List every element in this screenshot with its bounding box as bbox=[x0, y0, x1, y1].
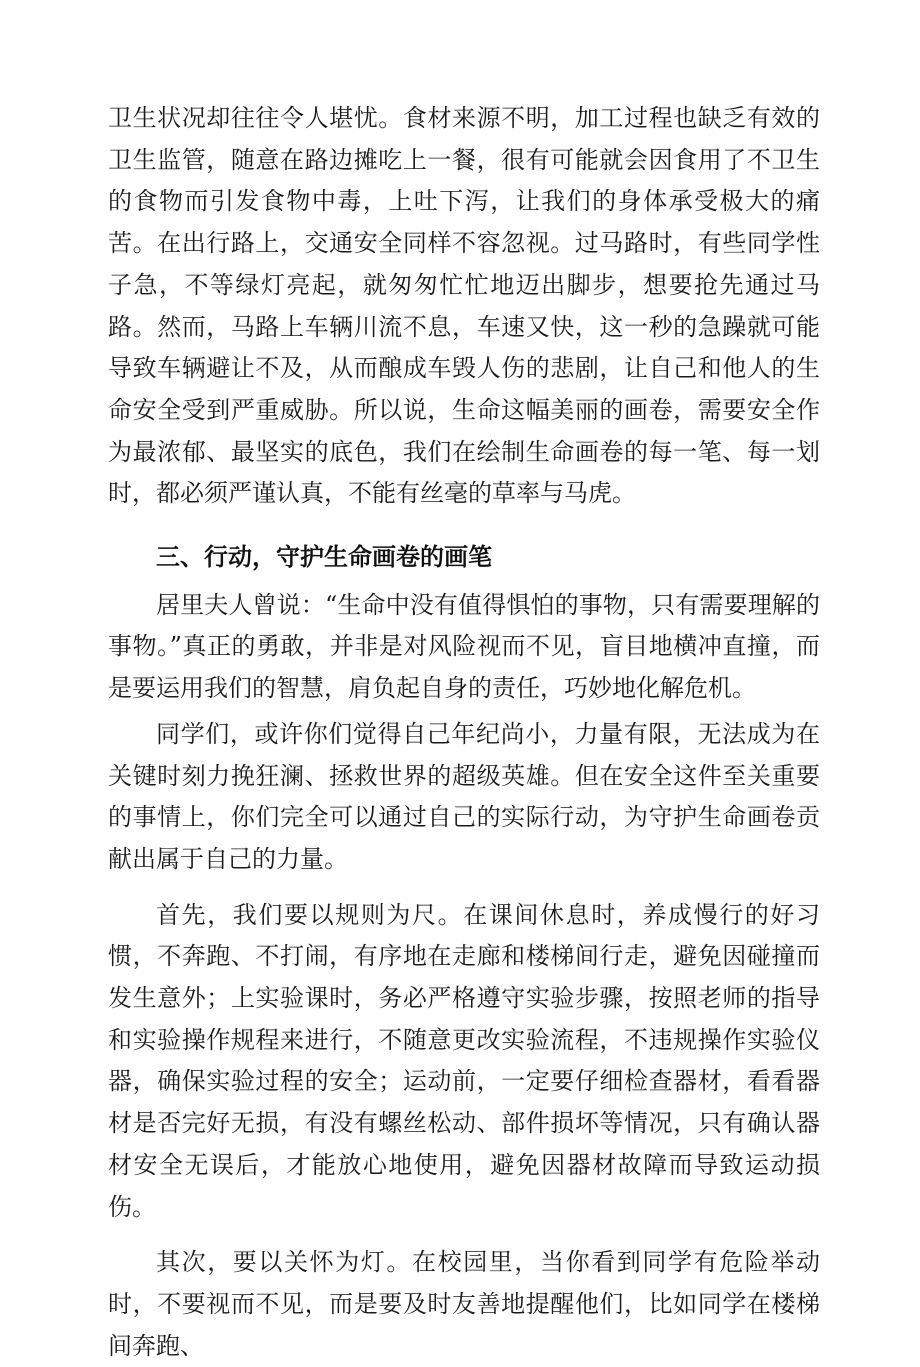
section-heading-action: 三、行动，守护生命画卷的画笔 bbox=[156, 543, 492, 572]
paragraph-curie-quote: 居里夫人曾说：“生命中没有值得惧怕的事物，只有需要理解的事物。”真正的勇敢，并非是对风险视而不见，盲目地横冲直撞，而是要运用我们的智慧，肩负起自身的责任，巧妙地化解危机。 bbox=[108, 590, 820, 703]
paragraph-food-and-traffic-safety: 卫生状况却往往令人堪忧。食材来源不明，加工过程也缺乏有效的卫生监管，随意在路边摊吃上一餐，很有可能就会因食用了不卫生的食物而引发食物中毒，上吐下泻，让我们的身体承受极大的痛苦。在出行路上，交通安全同样不容忽视。过马路时，有些同学性子急，不等绿灯亮起，就匆匆忙忙地迈出脚步，想要抢先通过马路。然而，马路上车辆川流不息，车速又快，这一秒的急躁就可能导致车辆避让不及，从而酿成车毁人伤的悲剧，让自己和他人的生命安全受到严重威胁。所以说，生命这幅美丽的画卷，需要安全作为最浓郁、最坚实的底色，我们在绘制生命画卷的每一笔、每一划时，都必须严谨认真，不能有丝毫的草率与马虎。 bbox=[108, 104, 820, 508]
document-page bbox=[108, 98, 820, 1367]
paragraph-students-strength: 同学们，或许你们觉得自己年纪尚小，力量有限，无法成为在关键时刻力挽狂澜、拯救世界的超级英雄。但在安全这件至关重要的事情上，你们完全可以通过自己的实际行动，为守护生命画卷贡献出属于自己的力量。 bbox=[108, 719, 820, 873]
paragraph-care-as-lamp: 其次，要以关怀为灯。在校园里，当你看到同学有危险举动时，不要视而不见，而是要及时友善地提醒他们，比如同学在楼梯间奔跑、 bbox=[108, 1248, 820, 1360]
paragraph-rules-as-ruler: 首先，我们要以规则为尺。在课间休息时，养成慢行的好习惯，不奔跑、不打闹，有序地在走廊和楼梯间行走，避免因碰撞而发生意外；上实验课时，务必严格遵守实验步骤，按照老师的指导和实验操作规程来进行，不随意更改实验流程，不违规操作实验仪器，确保实验过程的安全；运动前，一定要仔细检查器材，看看器材是否完好无损，有没有螺丝松动、部件损坏等情况，只有确认器材安全无误后，才能放心地使用，避免因器材故障而导致运动损伤。 bbox=[108, 900, 820, 1221]
